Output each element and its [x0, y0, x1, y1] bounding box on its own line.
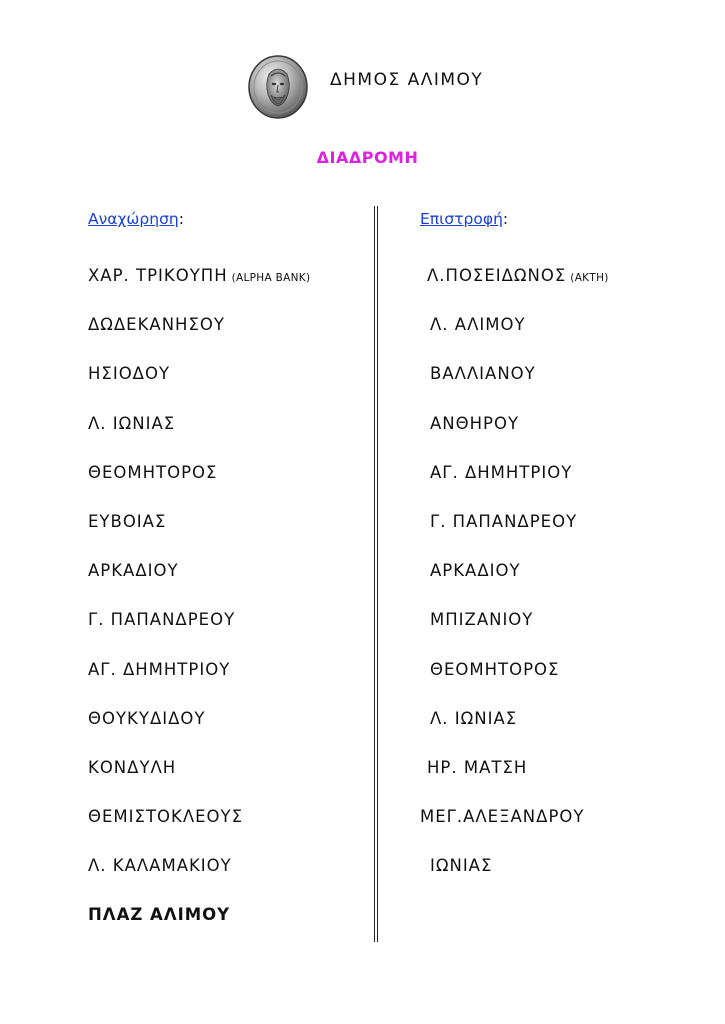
- stop-name: ΘΕΟΜΗΤΟΡΟΣ: [88, 462, 218, 482]
- stop-name: ΧΑΡ. ΤΡΙΚΟΥΠΗ: [88, 266, 228, 285]
- list-item: [420, 807, 609, 856]
- stop-name: ΗΡ. ΜΑΤΣΗ: [427, 757, 528, 777]
- stop-name: ΑΡΚΑΔΙΟΥ: [430, 561, 521, 581]
- stop-name: ΙΩΝΙΑΣ: [430, 856, 493, 876]
- list-item: [430, 315, 609, 364]
- list-item: [88, 512, 310, 561]
- list-item: [88, 414, 310, 463]
- return-heading: [420, 210, 508, 228]
- stop-name: ΜΠΙΖΑΝΙΟΥ: [430, 610, 534, 630]
- stop-name: ΕΥΒΟΙΑΣ: [88, 511, 167, 531]
- list-item: [430, 414, 609, 463]
- stop-name: ΔΩΔΕΚΑΝΗΣΟΥ: [88, 315, 225, 335]
- departure-heading-label: Αναχώρηση: [88, 210, 179, 228]
- list-item: [88, 266, 310, 315]
- stop-name: ΘΟΥΚΥΔΙΔΟΥ: [88, 708, 206, 728]
- list-item: [430, 364, 609, 413]
- stop-name: ΜΕΓ.ΑΛΕΞΑΝΔΡΟΥ: [420, 807, 585, 827]
- column-divider: [374, 206, 378, 942]
- stop-name: Γ. ΠΑΠΑΝΔΡΕΟΥ: [88, 610, 236, 630]
- stop-name: ΘΕΜΙΣΤΟΚΛΕΟΥΣ: [88, 807, 244, 827]
- stop-name: ΘΕΟΜΗΤΟΡΟΣ: [430, 659, 560, 679]
- stop-name: Λ.ΠΟΣΕΙΔΩΝΟΣ: [427, 266, 567, 285]
- list-item: [427, 266, 609, 315]
- list-item: [430, 610, 609, 659]
- list-item: [430, 709, 609, 758]
- route-title: ΔΙΑΔΡΟΜΗ: [316, 148, 419, 167]
- stop-name: ΠΛΑΖ ΑΛΙΜΟΥ: [88, 905, 231, 925]
- list-item: [88, 758, 310, 807]
- list-item: [430, 660, 609, 709]
- departure-stop-list: [88, 266, 310, 955]
- departure-heading: [88, 210, 184, 228]
- stop-name: ΚΟΝΔΥΛΗ: [88, 757, 177, 777]
- return-heading-colon: :: [502, 210, 509, 228]
- stop-name: ΑΝΘΗΡΟΥ: [430, 413, 520, 433]
- list-item: [88, 856, 310, 905]
- stop-name: Λ. ΚΑΛΑΜΑΚΙΟΥ: [88, 856, 232, 876]
- stop-name: Λ. ΑΛΙΜΟΥ: [430, 315, 526, 335]
- list-item: [88, 315, 310, 364]
- list-item: [88, 610, 310, 659]
- final-stop: [88, 905, 310, 954]
- list-item: [88, 561, 310, 610]
- stop-note: (ΑΚΤΗ): [570, 272, 609, 284]
- return-stop-list: [420, 266, 609, 905]
- stop-name: Λ. ΙΩΝΙΑΣ: [430, 708, 518, 728]
- stop-name: ΗΣΙΟΔΟΥ: [88, 364, 171, 384]
- departure-heading-colon: :: [178, 210, 184, 228]
- list-item: [430, 561, 609, 610]
- stop-name: ΑΡΚΑΔΙΟΥ: [88, 561, 179, 581]
- stop-name: Γ. ΠΑΠΑΝΔΡΕΟΥ: [430, 511, 578, 531]
- municipal-seal-logo: [247, 54, 309, 120]
- list-item: [88, 807, 310, 856]
- stop-name: ΑΓ. ΔΗΜΗΤΡΙΟΥ: [430, 462, 573, 482]
- stop-note: (ALPHA BANK): [231, 272, 311, 284]
- list-item: [88, 364, 310, 413]
- municipality-name: ΔΗΜΟΣ ΑΛΙΜΟΥ: [330, 70, 484, 90]
- stop-name: ΑΓ. ΔΗΜΗΤΡΙΟΥ: [88, 659, 231, 679]
- list-item: [88, 463, 310, 512]
- return-heading-label: Επιστροφή: [420, 210, 503, 228]
- stop-name: Λ. ΙΩΝΙΑΣ: [88, 413, 176, 433]
- list-item: [88, 660, 310, 709]
- list-item: [430, 463, 609, 512]
- list-item: [430, 856, 609, 905]
- list-item: [430, 512, 609, 561]
- stop-name: ΒΑΛΛΙΑΝΟΥ: [430, 364, 536, 384]
- list-item: [88, 709, 310, 758]
- list-item: [427, 758, 609, 807]
